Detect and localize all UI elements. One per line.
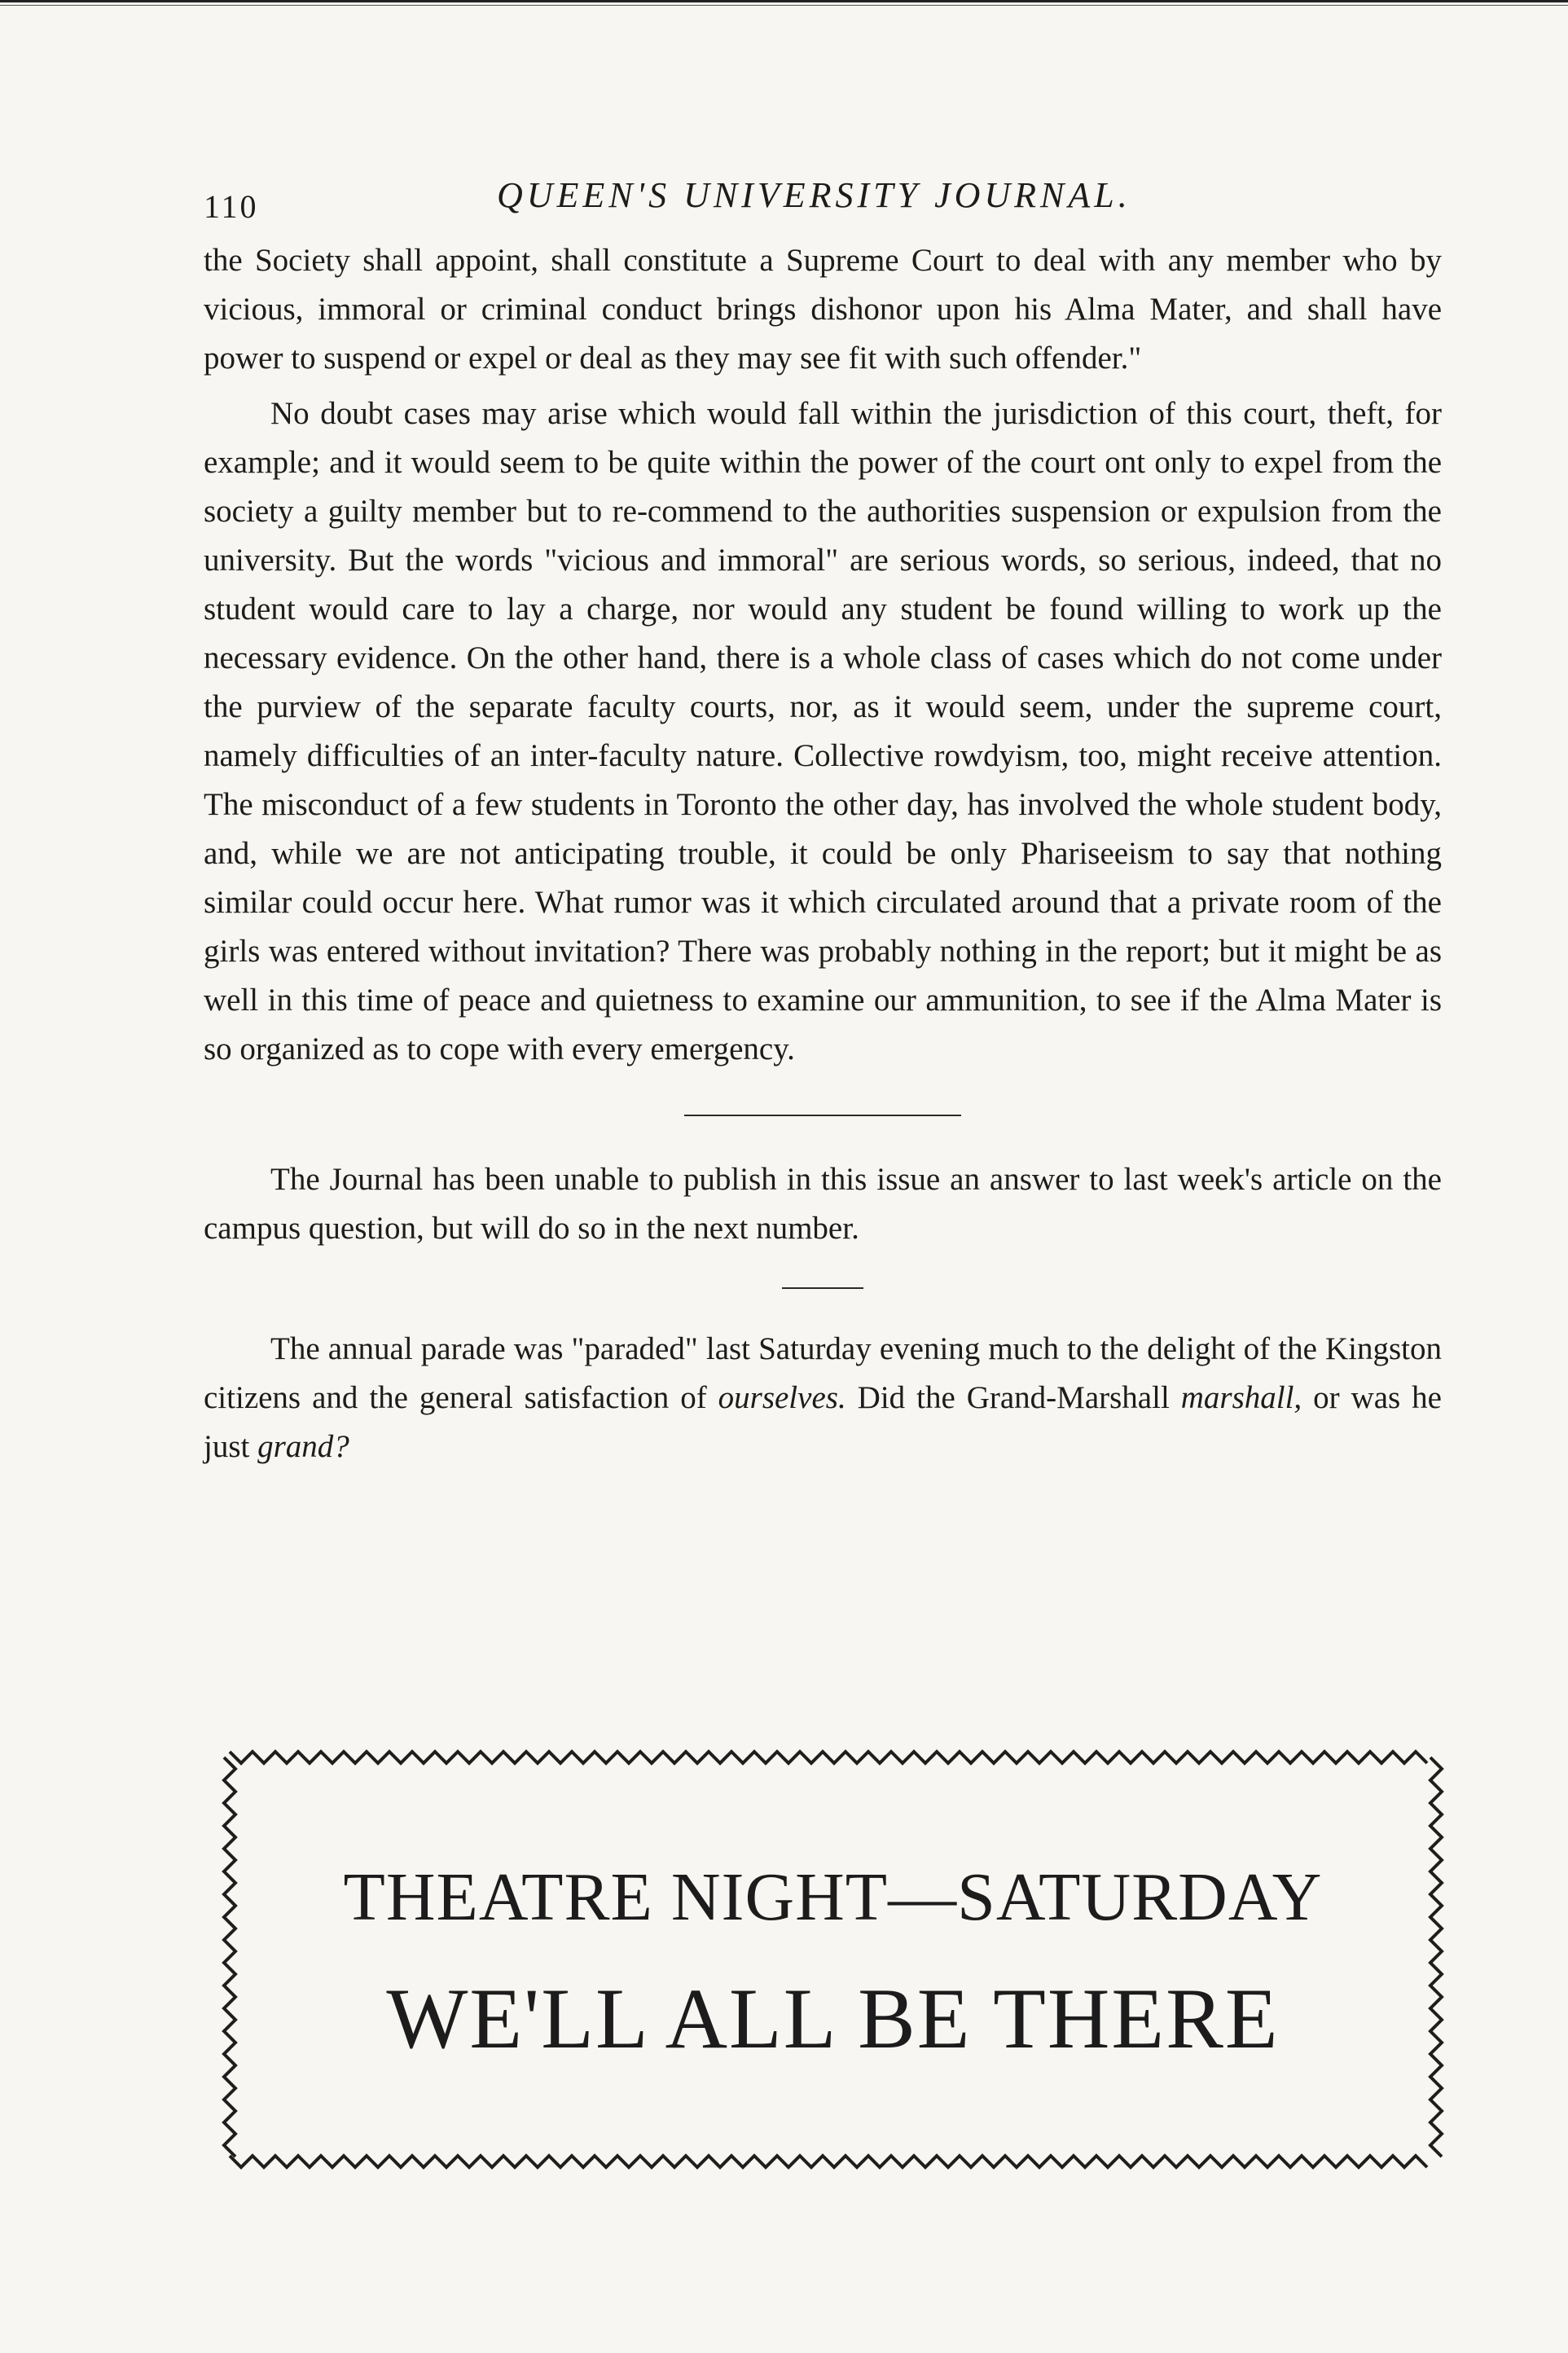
page-header — [204, 163, 1442, 236]
zigzag-edge — [230, 2156, 1427, 2167]
ad-slogan: WE'LL ALL BE THERE — [386, 1971, 1280, 2066]
paragraph-annual-parade: The annual parade was "paraded" last Saturday evening much to the delight of the Kingston citizens and the general satisfaction of ourselves. Did the Grand-Marshall marshall, or was he just grand? — [204, 1331, 1442, 1464]
page-body — [204, 163, 1442, 1471]
theatre-night-advertisement — [220, 1748, 1446, 2171]
paragraph-journal-notice: The Journal has been unable to publish in this issue an answer to last week's article on the campus question, but will do so in the next number. — [204, 1162, 1442, 1246]
journal-title: QUEEN'S UNIVERSITY JOURNAL. — [497, 175, 1131, 215]
ad-headline: THEATRE NIGHT—SATURDAY — [343, 1859, 1323, 1935]
top-border-rule — [0, 0, 1568, 8]
zigzag-border — [220, 1748, 1446, 2171]
section-divider — [684, 1115, 961, 1116]
paragraph-continued: the Society shall appoint, shall constitute a Supreme Court to deal with any member who by vicious, immoral or criminal conduct brings dishonor upon his Alma Mater, and shall have power to suspend or expel or deal as they may see fit with such offender." — [204, 243, 1442, 376]
page-number: 110 — [204, 188, 259, 225]
zigzag-edge — [1430, 1757, 1442, 2157]
section-divider-short — [782, 1287, 863, 1289]
paragraph-jurisdiction: No doubt cases may arise which would fall within the jurisdiction of this court, theft, for example; and it would seem to be quite within the power of the court ont only to expel from the society a guilty member but to re-commend to the authorities suspension or expulsion from the university. But the words "vicious and immoral" are serious words, so serious, indeed, that no student would care to lay a charge, nor would any student be found willing to work up the necessary evidence. On the other hand, there is a whole class of cases which do not come under the purview of the separate faculty courts, nor, as it would seem, under the supreme court, namely difficulties of an inter-faculty nature. Collective rowdyism, too, might receive attention. The misconduct of a few students in Toronto the other day, has involved the whole student body, and, while we are not anticipating trouble, it could be only Phariseeism to say that nothing similar could occur here. What rumor was it which circulated around that a private room of the girls was entered without invitation? There was probably nothing in the report; but it might be as well in this time of peace and quietness to examine our ammunition, to see if the Alma Mater is so organized as to cope with every emergency. — [204, 396, 1442, 1067]
zigzag-edge — [230, 1752, 1427, 1763]
zigzag-edge — [224, 1757, 235, 2157]
